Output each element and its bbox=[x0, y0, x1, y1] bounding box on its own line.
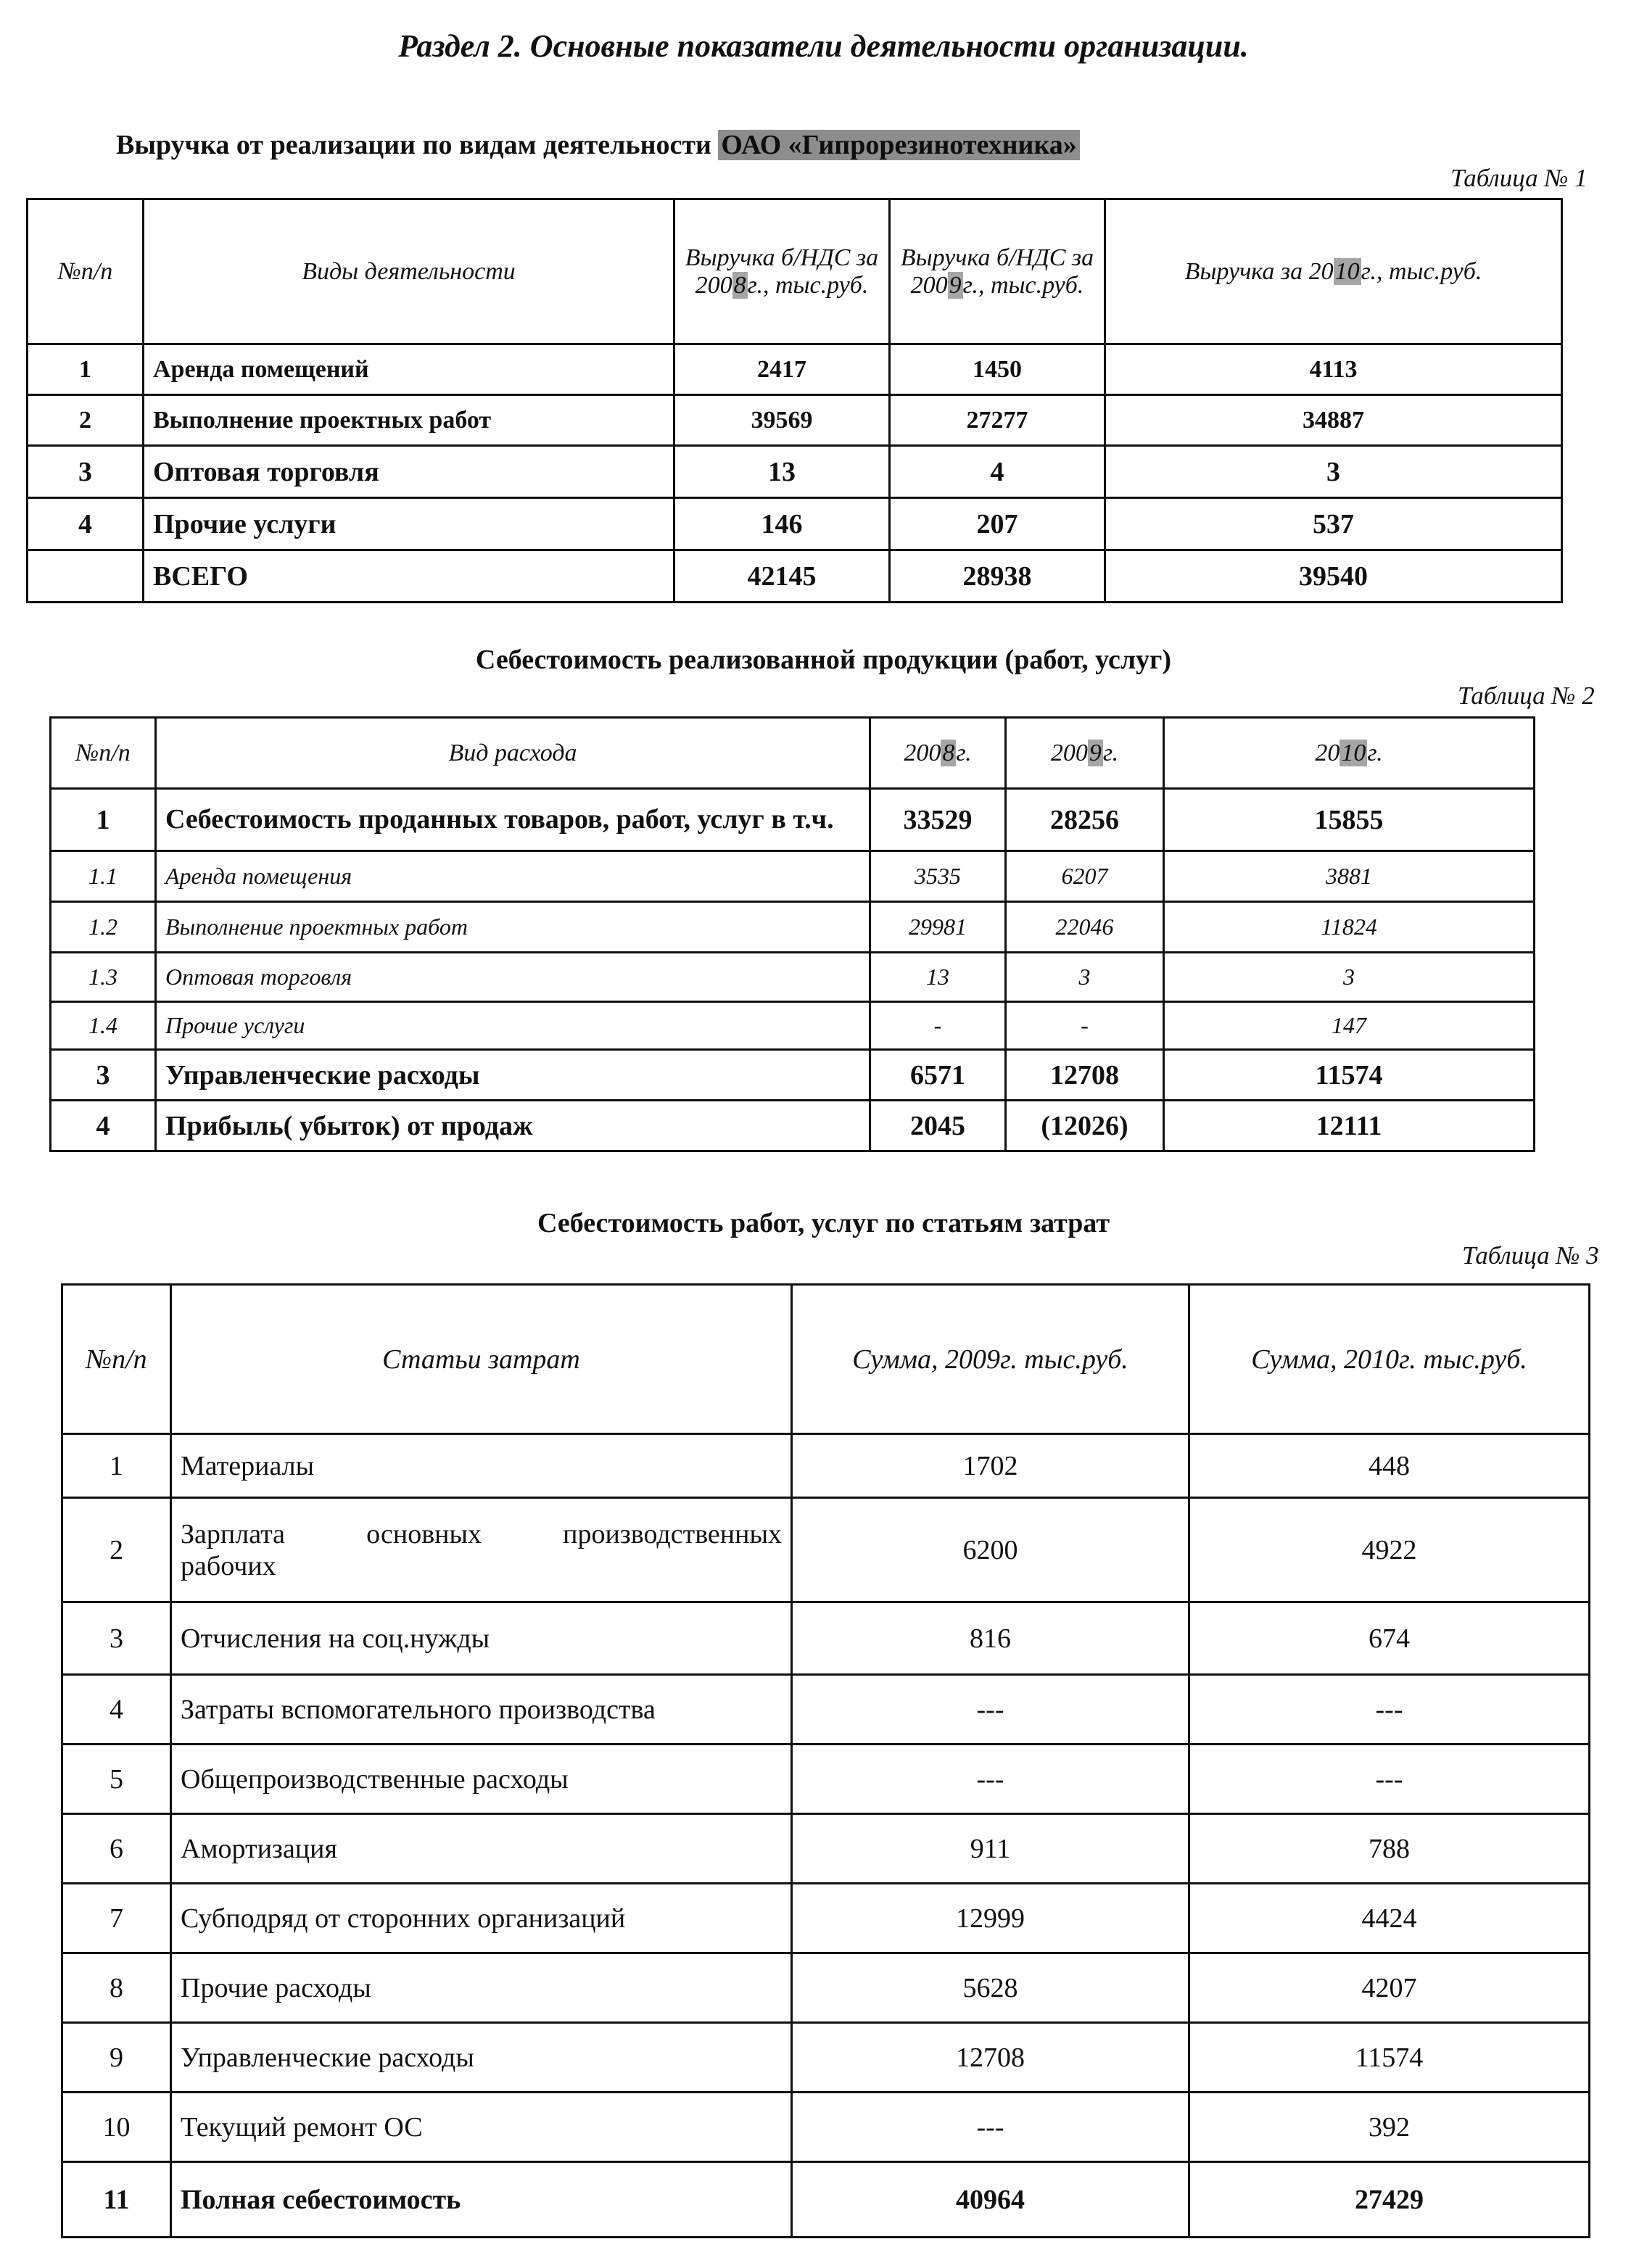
row-value-2008: 29981 bbox=[870, 902, 1006, 953]
row-num: 6 bbox=[62, 1814, 171, 1884]
row-num: 9 bbox=[62, 2023, 171, 2093]
year-digit-highlight: 8 bbox=[733, 271, 746, 299]
row-name: Полная себестоимость bbox=[171, 2162, 792, 2238]
col-header-2009-line1: Выручка б/НДС за bbox=[900, 244, 1094, 271]
row-value-2010: 3 bbox=[1105, 446, 1562, 498]
company-name-highlight: ОАО «Гипрорезинотехника» bbox=[718, 130, 1079, 160]
row-num: 4 bbox=[28, 498, 144, 550]
section1-title bbox=[116, 129, 1080, 161]
table-row bbox=[51, 902, 1535, 953]
row-value-2009: (12026) bbox=[1006, 1101, 1164, 1151]
row-num: 1.4 bbox=[51, 1002, 156, 1050]
row-name: Затраты вспомогательного производства bbox=[171, 1675, 792, 1745]
total-row bbox=[28, 550, 1562, 603]
table-row bbox=[62, 1498, 1590, 1602]
row-num: 3 bbox=[62, 1602, 171, 1675]
row-name: Себестоимость проданных товаров, работ, услуг в т.ч. bbox=[156, 789, 870, 851]
col-header-2009-year: 200 bbox=[910, 271, 948, 299]
col-header-2009 bbox=[890, 199, 1105, 344]
row-value-2010: 537 bbox=[1105, 498, 1562, 550]
row-value-2008: 13 bbox=[674, 446, 890, 498]
table-row bbox=[62, 1814, 1590, 1884]
row-name: Материалы bbox=[171, 1434, 792, 1498]
row-value-2009: 28938 bbox=[890, 550, 1105, 603]
row-name: Управленческие расходы bbox=[171, 2023, 792, 2093]
row-value-2010: 147 bbox=[1164, 1002, 1535, 1050]
col-header-2008-line1: Выручка б/НДС за bbox=[685, 244, 879, 271]
row-num: 11 bbox=[62, 2162, 171, 2238]
row-value-2010: 4424 bbox=[1189, 1884, 1590, 1953]
col-header-2009: Сумма, 2009г. тыс.руб. bbox=[792, 1285, 1189, 1434]
row-value-2010: --- bbox=[1189, 1745, 1590, 1814]
row-name: ВСЕГО bbox=[144, 550, 674, 603]
row-value-2008: 6571 bbox=[870, 1050, 1006, 1101]
col-header-2010: Сумма, 2010г. тыс.руб. bbox=[1189, 1285, 1590, 1434]
col-header-2008-year: 200 bbox=[904, 739, 941, 766]
row-name-word: Зарплата bbox=[181, 1518, 286, 1549]
row-name: Отчисления на соц.нужды bbox=[171, 1602, 792, 1675]
row-name: Субподряд от сторонних организаций bbox=[171, 1884, 792, 1953]
row-num: 3 bbox=[51, 1050, 156, 1101]
row-num: 1.3 bbox=[51, 953, 156, 1002]
col-header-expense: Вид расхода bbox=[156, 718, 870, 789]
row-value-2009: 4 bbox=[890, 446, 1105, 498]
col-header-activity: Виды деятельности bbox=[144, 199, 674, 344]
row-num: 7 bbox=[62, 1884, 171, 1953]
row-name: Оптовая торговля bbox=[144, 446, 674, 498]
row-value-2008: 2417 bbox=[674, 344, 890, 395]
row-num: 1.2 bbox=[51, 902, 156, 953]
col-header-2010-unit: г., тыс.руб. bbox=[1361, 257, 1482, 285]
row-num: 1 bbox=[51, 789, 156, 851]
row-num: 1 bbox=[62, 1434, 171, 1498]
row-value-2010: 15855 bbox=[1164, 789, 1535, 851]
col-header-num: №п/п bbox=[28, 199, 144, 344]
row-value-2009: 22046 bbox=[1006, 902, 1164, 953]
row-name-line1 bbox=[181, 1518, 782, 1550]
row-num: 2 bbox=[28, 395, 144, 446]
row-name-word: производственных bbox=[563, 1518, 782, 1549]
row-value-2008: 33529 bbox=[870, 789, 1006, 851]
col-header-2009-unit: г., тыс.руб. bbox=[962, 271, 1084, 299]
col-header-2008-unit: г., тыс.руб. bbox=[747, 271, 869, 299]
col-header-2009-year: 200 bbox=[1050, 739, 1088, 766]
row-value-2010: 788 bbox=[1189, 1814, 1590, 1884]
col-header-num: №п/п bbox=[51, 718, 156, 789]
row-name: Текущий ремонт ОС bbox=[171, 2093, 792, 2162]
row-value-2009: 1450 bbox=[890, 344, 1105, 395]
row-num: 1.1 bbox=[51, 851, 156, 902]
total-row bbox=[62, 2162, 1590, 2238]
row-num: 2 bbox=[62, 1498, 171, 1602]
col-header-2010-line1: Выручка за 20 bbox=[1184, 257, 1334, 285]
row-value-2010: 39540 bbox=[1105, 550, 1562, 603]
row-name: Общепроизводственные расходы bbox=[171, 1745, 792, 1814]
table-row bbox=[51, 851, 1535, 902]
row-num: 4 bbox=[62, 1675, 171, 1745]
year-digit-highlight: 10 bbox=[1341, 739, 1366, 766]
row-value-2009: --- bbox=[792, 1745, 1189, 1814]
row-name: Аренда помещений bbox=[144, 344, 674, 395]
row-name: Амортизация bbox=[171, 1814, 792, 1884]
year-digit-highlight: 9 bbox=[1089, 739, 1102, 766]
col-header-2010 bbox=[1105, 199, 1562, 344]
table-row bbox=[62, 1434, 1590, 1498]
year-digit-highlight: 8 bbox=[942, 739, 955, 766]
row-value-2008: - bbox=[870, 1002, 1006, 1050]
table-row bbox=[62, 1953, 1590, 2023]
table-row bbox=[51, 789, 1535, 851]
row-value-2010: 12111 bbox=[1164, 1101, 1535, 1151]
table1-label: Таблица № 1 bbox=[1450, 164, 1588, 192]
year-digit-highlight: 10 bbox=[1334, 257, 1360, 285]
row-value-2009: --- bbox=[792, 1675, 1189, 1745]
col-header-2008-year: 200 bbox=[695, 271, 732, 299]
row-value-2010: 34887 bbox=[1105, 395, 1562, 446]
row-value-2008: 3535 bbox=[870, 851, 1006, 902]
table-row bbox=[62, 2023, 1590, 2093]
col-header-num: №п/п bbox=[62, 1285, 171, 1434]
row-value-2008: 42145 bbox=[674, 550, 890, 603]
row-num: 10 bbox=[62, 2093, 171, 2162]
row-name: Выполнение проектных работ bbox=[144, 395, 674, 446]
table-row bbox=[62, 2093, 1590, 2162]
row-value-2009: 12708 bbox=[1006, 1050, 1164, 1101]
col-header-2008-unit: г. bbox=[956, 739, 972, 766]
section3-title: Себестоимость работ, услуг по статьям затрат bbox=[537, 1208, 1110, 1238]
table-header-row bbox=[62, 1285, 1590, 1434]
row-name: Прочие услуги bbox=[156, 1002, 870, 1050]
row-name bbox=[171, 1498, 792, 1602]
col-header-2009-unit: г. bbox=[1102, 739, 1119, 766]
row-name: Выполнение проектных работ bbox=[156, 902, 870, 953]
row-name: Оптовая торговля bbox=[156, 953, 870, 1002]
table-row bbox=[62, 1745, 1590, 1814]
table-row bbox=[62, 1602, 1590, 1675]
row-name: Прочие расходы bbox=[171, 1953, 792, 2023]
row-value-2008: 39569 bbox=[674, 395, 890, 446]
row-num bbox=[28, 550, 144, 603]
row-num: 3 bbox=[28, 446, 144, 498]
row-value-2009: 6207 bbox=[1006, 851, 1164, 902]
table-row bbox=[62, 1675, 1590, 1745]
section1-title-text: Выручка от реализации по видам деятельности bbox=[116, 130, 711, 160]
table-row bbox=[51, 953, 1535, 1002]
row-num: 4 bbox=[51, 1101, 156, 1151]
row-value-2010: 448 bbox=[1189, 1434, 1590, 1498]
table-row bbox=[28, 446, 1562, 498]
table-row bbox=[51, 1050, 1535, 1101]
row-value-2008: 13 bbox=[870, 953, 1006, 1002]
table-row bbox=[28, 498, 1562, 550]
row-name: Управленческие расходы bbox=[156, 1050, 870, 1101]
table-row bbox=[51, 1002, 1535, 1050]
row-value-2010: 11824 bbox=[1164, 902, 1535, 953]
table3-label: Таблица № 3 bbox=[1462, 1241, 1599, 1270]
row-value-2009: 816 bbox=[792, 1602, 1189, 1675]
row-value-2010: 4113 bbox=[1105, 344, 1562, 395]
table-header-row bbox=[51, 718, 1535, 789]
row-value-2009: 6200 bbox=[792, 1498, 1189, 1602]
row-name: Аренда помещения bbox=[156, 851, 870, 902]
row-value-2009: 1702 bbox=[792, 1434, 1189, 1498]
row-name: Прочие услуги bbox=[144, 498, 674, 550]
table-row bbox=[28, 344, 1562, 395]
section2-title: Себестоимость реализованной продукции (работ, услуг) bbox=[475, 645, 1172, 675]
revenue-table bbox=[26, 198, 1563, 603]
row-value-2010: 3 bbox=[1164, 953, 1535, 1002]
row-name: Прибыль( убыток) от продаж bbox=[156, 1101, 870, 1151]
col-header-2008 bbox=[870, 718, 1006, 789]
table-header-row bbox=[28, 199, 1562, 344]
col-header-2008 bbox=[674, 199, 890, 344]
row-num: 1 bbox=[28, 344, 144, 395]
row-num: 8 bbox=[62, 1953, 171, 2023]
row-value-2008: 146 bbox=[674, 498, 890, 550]
year-digit-highlight: 9 bbox=[949, 271, 962, 299]
row-value-2009: 12708 bbox=[792, 2023, 1189, 2093]
page-title: Раздел 2. Основные показатели деятельности организации. bbox=[398, 28, 1249, 64]
row-value-2010: 674 bbox=[1189, 1602, 1590, 1675]
row-value-2009: 911 bbox=[792, 1814, 1189, 1884]
col-header-2009 bbox=[1006, 718, 1164, 789]
row-value-2009: 3 bbox=[1006, 953, 1164, 1002]
row-value-2009: 207 bbox=[890, 498, 1105, 550]
row-value-2009: 5628 bbox=[792, 1953, 1189, 2023]
table-row bbox=[28, 395, 1562, 446]
row-name-word: основных bbox=[366, 1518, 482, 1549]
row-value-2009: 27277 bbox=[890, 395, 1105, 446]
table-row bbox=[51, 1101, 1535, 1151]
row-value-2010: 27429 bbox=[1189, 2162, 1590, 2238]
cost-table bbox=[49, 716, 1535, 1152]
table-row bbox=[62, 1884, 1590, 1953]
row-value-2009: - bbox=[1006, 1002, 1164, 1050]
row-value-2010: 3881 bbox=[1164, 851, 1535, 902]
row-value-2009: 40964 bbox=[792, 2162, 1189, 2238]
row-value-2009: 12999 bbox=[792, 1884, 1189, 1953]
cost-items-table bbox=[61, 1283, 1590, 2238]
col-header-item: Статьи затрат bbox=[171, 1285, 792, 1434]
row-value-2010: 11574 bbox=[1164, 1050, 1535, 1101]
row-num: 5 bbox=[62, 1745, 171, 1814]
row-value-2010: --- bbox=[1189, 1675, 1590, 1745]
col-header-2010 bbox=[1164, 718, 1535, 789]
col-header-2010-year: 20 bbox=[1315, 739, 1340, 766]
table2-label: Таблица № 2 bbox=[1458, 682, 1595, 710]
row-value-2008: 2045 bbox=[870, 1101, 1006, 1151]
col-header-2010-unit: г. bbox=[1367, 739, 1383, 766]
row-value-2010: 4922 bbox=[1189, 1498, 1590, 1602]
row-value-2009: --- bbox=[792, 2093, 1189, 2162]
row-name-line2: рабочих bbox=[181, 1550, 276, 1581]
row-value-2009: 28256 bbox=[1006, 789, 1164, 851]
row-value-2010: 4207 bbox=[1189, 1953, 1590, 2023]
row-value-2010: 392 bbox=[1189, 2093, 1590, 2162]
row-value-2010: 11574 bbox=[1189, 2023, 1590, 2093]
